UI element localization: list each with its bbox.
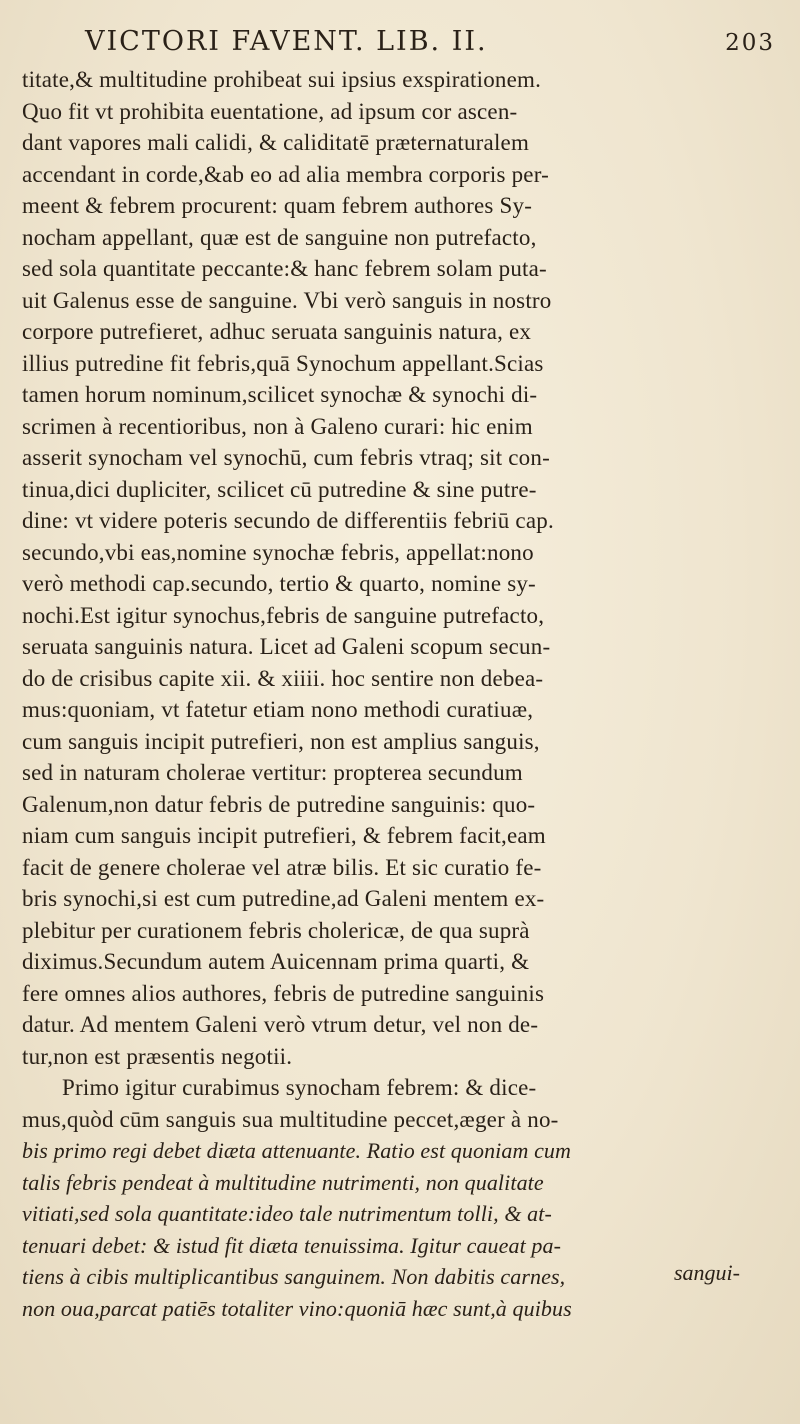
text-line: secundo,vbi eas,nomine synochæ febris, appellat:nono xyxy=(22,539,534,565)
text-line: seruata sanguinis natura. Licet ad Galeni scopum secun- xyxy=(22,634,551,659)
text-line: dine: vt videre poteris secundo de differentiis febriū cap. xyxy=(22,508,554,533)
text-line: diximus.Secundum autem Auicennam prima quarti, & xyxy=(22,949,530,974)
text-line: tamen horum nominum,scilicet synochæ & synochi di- xyxy=(22,382,538,407)
text-line: facit de genere cholerae vel atræ bilis. Et sic curatio fe- xyxy=(22,854,542,880)
text-line: uit Galenus esse de sanguine. Vbi verò sanguis in nostro xyxy=(22,287,552,313)
text-line: Quo fit vt prohibita euentatione, ad ipsum cor ascen- xyxy=(22,98,518,124)
page-number: 203 xyxy=(725,30,775,56)
text-line: tinua,dici dupliciter, scilicet cū putredine & sine putre- xyxy=(22,476,537,502)
text-line: do de crisibus capite xii. & xiiii. hoc sentire non debea- xyxy=(22,665,544,691)
text-line: nocham appellant, quæ est de sanguine non putrefacto, xyxy=(22,224,537,250)
text-line: mus,quòd cūm sanguis sua multitudine peccet,æger à no- xyxy=(22,1106,559,1132)
running-title: VICTORI FAVENT. LIB. II. xyxy=(85,26,488,57)
catchword: sangui- xyxy=(674,1260,740,1285)
text-line: scrimen à recentioribus, non à Galeno curari: hic enim xyxy=(22,413,533,439)
text-line: Primo igitur curabimus synocham febrem: & dice- xyxy=(62,1075,537,1100)
text-line: accendant in corde,&ab eo ad alia membra corporis per- xyxy=(22,161,549,187)
text-line: bris synochi,si est cum putredine,ad Galeni mentem ex- xyxy=(22,886,545,911)
text-line: fere omnes alios authores, febris de putredine sanguinis xyxy=(22,980,545,1006)
text-line: meent & febrem procurent: quam febrem authores Sy- xyxy=(22,193,533,218)
italic-line: vitiati,sed sola quantitate:ideo tale nutrimentum tolli, & at- xyxy=(22,1201,552,1226)
text-line: titate,& multitudine prohibeat sui ipsius exspirationem. xyxy=(22,67,542,92)
text-line: sed sola quantitate peccante:& hanc febrem solam puta- xyxy=(22,256,547,281)
running-head xyxy=(85,20,775,64)
italic-line: non oua,parcat patiēs totaliter vino:quoniā hæc sunt,à quibus xyxy=(22,1295,572,1321)
text-line: cum sanguis incipit putrefieri, non est amplius sanguis, xyxy=(22,728,540,754)
text-line: asserit synocham vel synochū, cum febris vtraq; sit con- xyxy=(22,445,550,470)
italic-line: tenuari debet: & istud fit diæta tenuissima. Igitur caueat pa- xyxy=(22,1232,562,1258)
italic-line: bis primo regi debet diæta attenuante. Ratio est quoniam cum xyxy=(22,1138,572,1163)
text-line: plebitur per curationem febris cholericæ, de qua suprà xyxy=(22,917,530,943)
text-line: dant vapores mali calidi, & caliditatē præternaturalem xyxy=(22,130,530,155)
text-line: datur. Ad mentem Galeni verò vtrum detur, vel non de- xyxy=(22,1012,539,1037)
text-line: Galenum,non datur febris de putredine sanguinis: quo- xyxy=(22,791,536,817)
text-line: corpore putrefieret, adhuc seruata sanguinis natura, ex xyxy=(22,319,532,344)
italic-line: talis febris pendeat à multitudine nutrimenti, non qualitate xyxy=(22,1169,544,1195)
text-line: niam cum sanguis incipit putrefieri, & febrem facit,eam xyxy=(22,823,546,848)
text-line: illius putredine fit febris,quā Synochum appellant.Scias xyxy=(22,350,544,376)
text-line: nochi.Est igitur synochus,febris de sanguine putrefacto, xyxy=(22,602,545,628)
text-line: verò methodi cap.secundo, tertio & quarto, nomine sy- xyxy=(22,571,536,596)
text-line: tur,non est præsentis negotii. xyxy=(22,1043,293,1069)
text-line: sed in naturam cholerae vertitur: propterea secundum xyxy=(22,760,523,785)
main-text xyxy=(22,64,782,1324)
italic-line: tiens à cibis multiplicantibus sanguinem. Non dabitis carnes, xyxy=(22,1264,566,1289)
text-line: mus:quoniam, vt fatetur etiam nono methodi curatiuæ, xyxy=(22,697,534,722)
